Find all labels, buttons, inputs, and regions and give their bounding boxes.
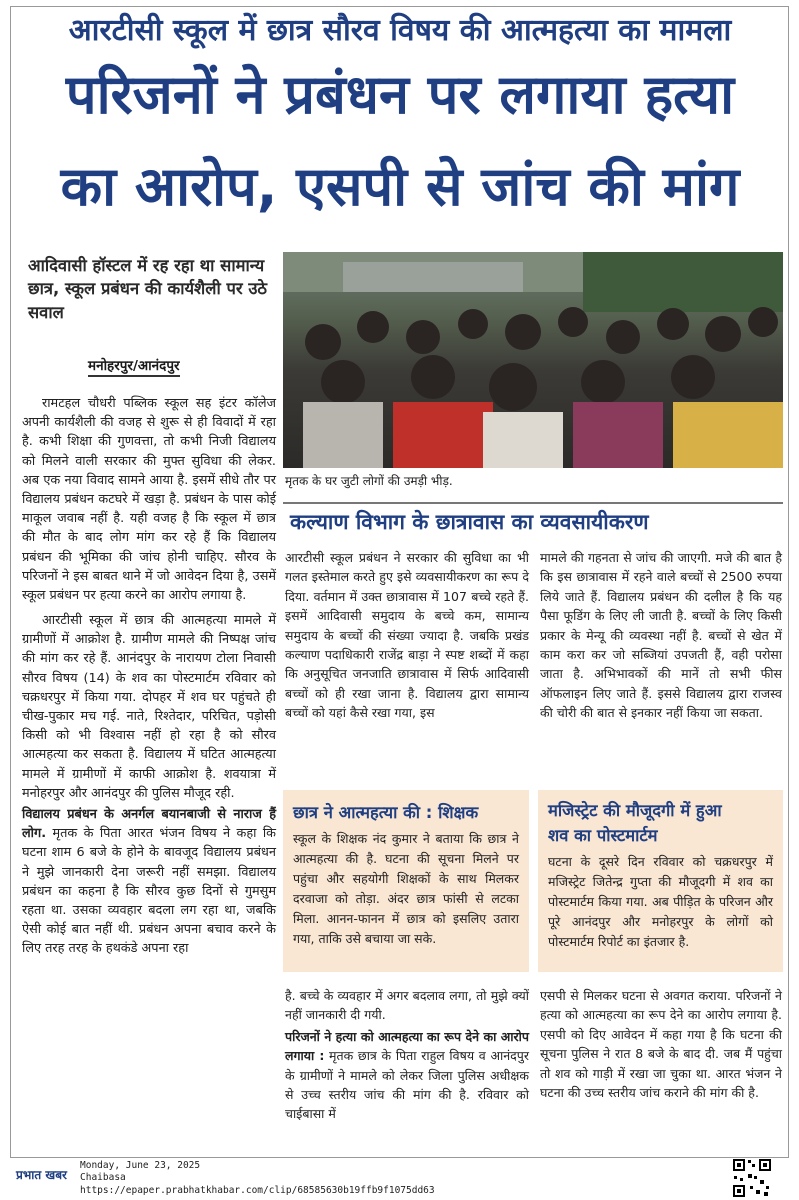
left-column bbox=[22, 394, 276, 960]
left-subhead: विद्यालय प्रबंधन के अनर्गल बयानबाजी से नाराज हैं लोग. bbox=[22, 806, 276, 842]
crowd-photo-illustration bbox=[283, 252, 783, 468]
photo-caption: मृतक के घर जुटी लोगों की उमड़ी भीड़. bbox=[285, 474, 453, 488]
main-headline-line-2: का आरोप, एसपी से जांच की मांग bbox=[60, 155, 740, 218]
postmortem-heading-1: मजिस्ट्रेट की मौजूदगी में हुआ bbox=[548, 801, 722, 820]
bottom-right-column: एसपी से मिलकर घटना से अवगत कराया. परिजनों ने हत्या को आत्महत्या का रूप देने का आरोप लगाया है. एसपी को दिए आवेदन में कहा गया है कि घटना की सूचना पुलिस ने रात 8 बजे के बाद दी. जब मैं पहुंचा तो शव को गाड़ी में रखा जा चुका था. आरत भंजन ने घटना की उच्च स्तरीय जांच कराने की मांग की है. bbox=[540, 988, 782, 1100]
teacher-box-heading: छात्र ने आत्महत्या की : शिक्षक bbox=[293, 803, 479, 822]
footer-url[interactable]: https://epaper.prabhatkhabar.com/clip/68585630b19ffb9f1075dd63 bbox=[80, 1184, 435, 1196]
postmortem-heading-2: शव का पोस्टमार्टम bbox=[548, 826, 658, 845]
main-headline-line-1: परिजनों ने प्रबंधन पर लगाया हत्या bbox=[65, 63, 735, 126]
footer-info bbox=[80, 1160, 435, 1197]
teacher-box-body: स्कूल के शिक्षक नंद कुमार ने बताया कि छात्र ने आत्महत्या की है. घटना की सूचना मिलने पर पहुंचा और सहयोगी शिक्षकों के साथ मिलकर दरवाजा को तोड़ा. अंदर छात्र फांसी से लटका मिला. आनन-फानन में छात्र को इसलिए उतारा गया, ताकि उसे बचाया जा सके. bbox=[293, 831, 519, 946]
bottom-middle-paragraph-1: है. बच्चे के व्यवहार में अगर बदलाव लगा, तो मुझे क्यों नहीं जानकारी दी गयी. bbox=[285, 988, 529, 1023]
postmortem-body: घटना के दूसरे दिन रविवार को चक्रधरपुर में मजिस्ट्रेट जितेन्द्र गुप्ता की मौजूदगी में शव का पोस्टमार्टम किया गया. अब पीड़ित के परिजन और पूरे आनंदपुर और मनोहरपुर के लोगों को पोस्टमार्टम रिपोर्ट का इंतजार है. bbox=[548, 854, 773, 949]
welfare-column-2: मामले की गहनता से जांच की जाएगी. मजे की बात है कि इस छात्रावास में रहने वाले बच्चों से 2500 रुपया लिये जाते हैं. विद्यालय प्रबंधन की दलील है कि यह पैसा फूडिंग के लिए ली जाती है. बच्चों के लिए किसी प्रकार के मेन्यू की व्यवस्था नहीं है. बच्चों से खेत में काम करा कर जो सब्जियां उपजती हैं, वही परोसा जाता है. अभिभावकों की मानें तो सभी फीस ऑफलाइन लिए जाते हैं. इससे विद्यालय द्वारा राजस्व की चोरी की बात से इनकार नहीं किया जा सकता. bbox=[540, 550, 782, 720]
section-rule bbox=[283, 502, 783, 504]
welfare-column-1: आरटीसी स्कूल प्रबंधन ने सरकार की सुविधा का भी गलत इस्तेमाल करते हुए इसे व्यवसायीकरण का रूप दे दिया. वर्तमान में उक्त छात्रावास में 107 बच्चे रहते हैं. इसमें आदिवासी समुदाय के बच्चे कम, सामान्य समुदाय के बच्चों की संख्या ज्यादा है. जबकि प्रखंड कल्याण पदाधिकारी राजेंद्र बाड़ा ने स्पष्ट शब्दों में कहा कि अनुसूचित जनजाति छात्रावास में सिर्फ आदिवासी बच्चों को ही रखा जाना है. विद्यालय द्वारा सामान्य बच्चों को यहां कैसे रखा गया, इस bbox=[285, 550, 529, 720]
left-paragraph-2: आरटीसी स्कूल में छात्र की आत्महत्या मामले में ग्रामीणों में आक्रोश है. ग्रामीण मामले की निष्पक्ष जांच की मांग कर रहे हैं. आनंदपुर के नारायण टोला निवासी सौरव विषय (14) के शव का पोस्टमार्टम रविवार को चक्रधरपुर में किया गया. दोपहर में शव घर पहुंचते ही चीख-पुकार मच गई. नाते, रिश्तेदार, परिचित, पड़ोसी किसी को भी विश्वास नहीं हो रहा है को सौरव आत्महत्या कर सकता है. विद्यालय में घटित आत्महत्या मामले में ग्रामीणों में काफी आक्रोश है. शवयात्रा में मनोहरपुर और आनंदपुर की पुलिस मौजूद रही. bbox=[22, 613, 276, 801]
dateline: मनोहरपुर/आनंदपुर bbox=[88, 356, 180, 377]
deck-subheadline: आदिवासी हॉस्टल में रह रहा था सामान्य छात्र, स्कूल प्रबंधन की कार्यशैली पर उठे सवाल bbox=[28, 256, 267, 322]
welfare-heading: कल्याण विभाग के छात्रावास का व्यवसायीकरण bbox=[290, 510, 649, 534]
postmortem-box bbox=[538, 790, 783, 972]
newspaper-logo: प्रभात खबर bbox=[16, 1168, 67, 1182]
left-paragraph-1: रामटहल चौधरी पब्लिक स्कूल सह इंटर कॉलेज अपनी कार्यशैली की वजह से शुरू से ही विवादों में रहा है. कभी शिक्षा की गुणवत्ता, तो कभी निजी विद्यालय को मिलने वाली सरकार की मुफ्त सुविधा की लेकर. अब एक नया विवाद सामने आया है. इसमें सीधे तौर पर विद्यालय प्रबंधन कटघरे में खड़ा है. प्रबंधन के पास कोई माकूल जवाब नहीं है. यही वजह है कि स्कूल में छात्र की मौत के बाद लोग मांग कर रहे हैं कि विद्यालय प्रबंधन की भूमिका की जांच होनी चाहिए. सौरव के परिजनों ने इस बाबत थाने में जो आवेदन दिया है, उसमें स्कूल प्रबंधन पर हत्या करने का आरोप लगाया है. bbox=[22, 396, 276, 603]
footer-edition: Chaibasa bbox=[80, 1172, 126, 1184]
bottom-middle-paragraph-2: परिजनों ने हत्या को आत्महत्या का रूप देने का आरोप लगाया : मृतक छात्र के पिता राहुल विषय व आनंदपुर के ग्रामीणों ने मामले को लेकर जिला पुलिस अधीक्षक से उच्च स्तरीय जांच की मांग की है. रविवार को चाईबासा में bbox=[285, 1028, 530, 1122]
crowd-photo bbox=[283, 252, 783, 468]
qr-code-icon[interactable] bbox=[732, 1158, 772, 1198]
left-paragraph-3: विद्यालय प्रबंधन के अनर्गल बयानबाजी से नाराज हैं लोग. मृतक के पिता आरत भंजन विषय ने कहा कि घटना शाम 6 बजे के होने के बावजूद विद्यालय प्रबंधन ने मुझे जानकारी देना जरूरी नहीं समझा. विद्यालय प्रबंधन का कहना है कि सौरव कुछ दिनों से गुमसुम रहता था. उसका व्यवहार बदला लग रहा था, जबकि ऐसी कोई बात नहीं थी. प्रबंधन अपना बचाव करने के लिए तरह तरह के हथकंडे अपना रहा bbox=[22, 806, 276, 957]
bottom-middle-column bbox=[285, 986, 529, 1126]
kicker-headline: आरटीसी स्कूल में छात्र सौरव विषय की आत्महत्या का मामला bbox=[68, 13, 732, 48]
teacher-box bbox=[283, 790, 529, 972]
footer-date: Monday, June 23, 2025 bbox=[80, 1160, 201, 1171]
bottom-middle-subhead: परिजनों ने हत्या को आत्महत्या का रूप देने का आरोप लगाया : bbox=[285, 1028, 529, 1064]
